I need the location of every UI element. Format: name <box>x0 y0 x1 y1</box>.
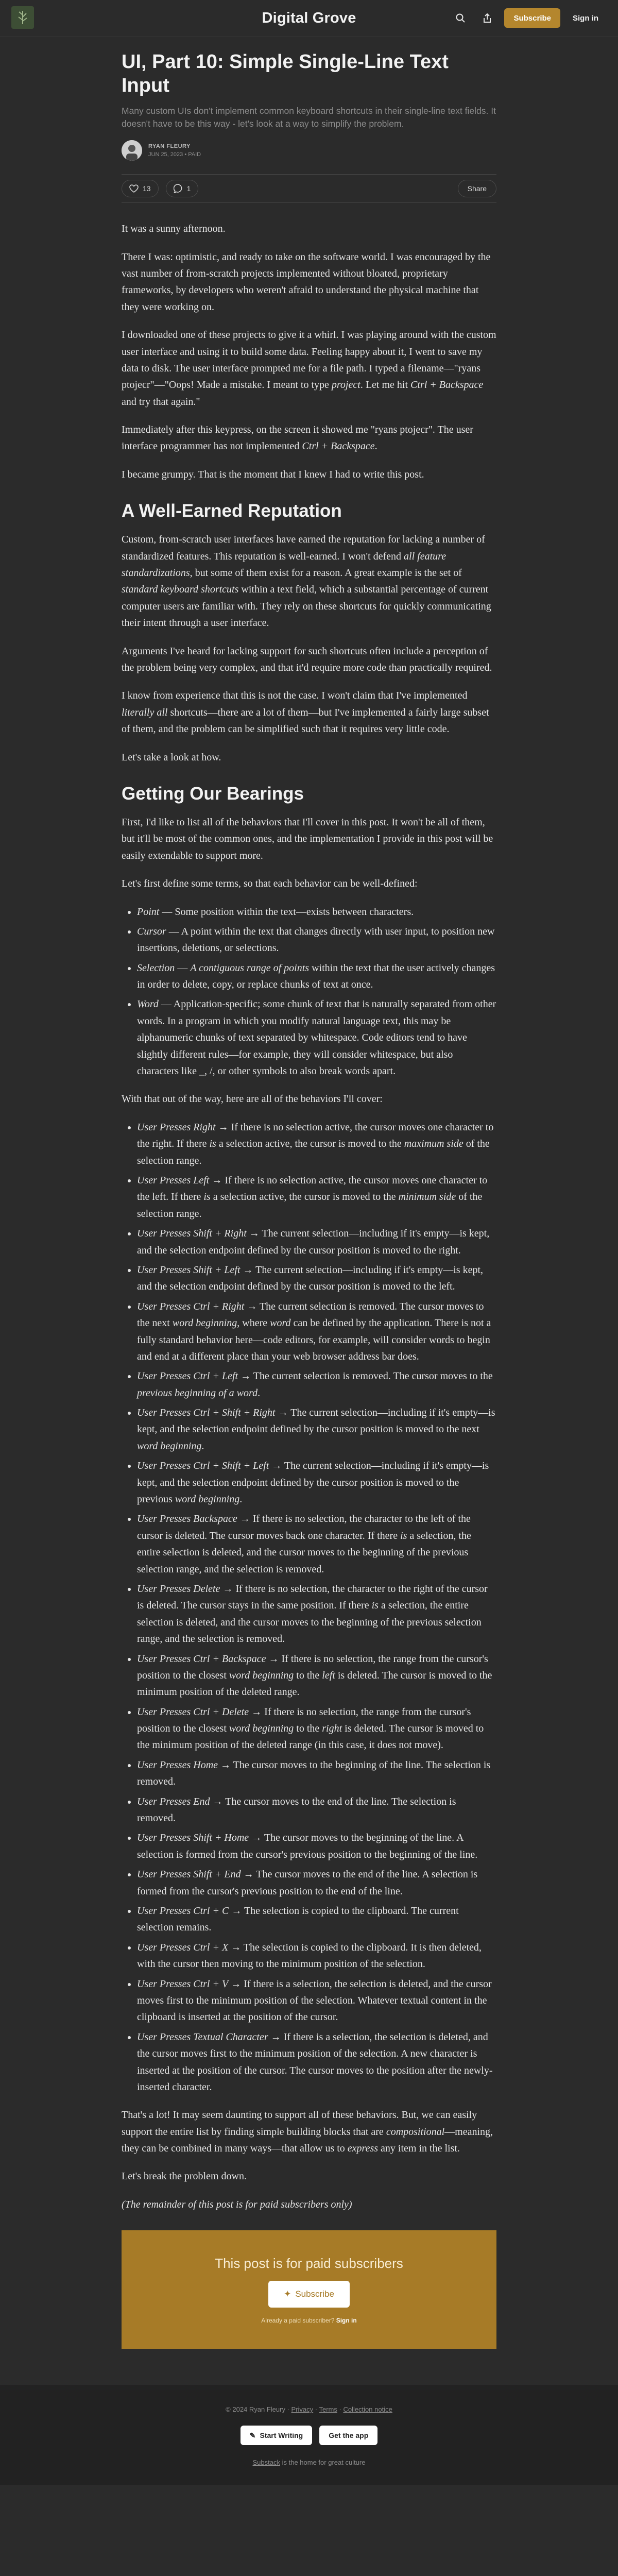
list-item: • User Presses Ctrl + Shift + Left → The current selection—including if it's empty—is kept, and the selection endpoint defined by the cursor position is moved to the previous word beginning. <box>137 1458 496 1507</box>
footer-tagline: Substack is the home for great culture <box>252 2459 366 2467</box>
paywall-title: This post is for paid subscribers <box>215 2255 403 2271</box>
post-meta: JUN 25, 2023 • PAID <box>148 151 201 158</box>
list-item: • User Presses Shift + Home → The cursor moves to the beginning of the line. A selection is formed from the cursor's previous position to the beginning of the line. <box>137 1829 496 1863</box>
heart-icon <box>129 184 139 193</box>
privacy-link[interactable]: Privacy <box>291 2405 314 2414</box>
like-count: 13 <box>143 184 151 193</box>
section-heading: A Well-Earned Reputation <box>122 501 342 521</box>
comments-button[interactable] <box>166 180 199 197</box>
paragraph: First, I'd like to list all of the behaviors that I'll cover in this post. It won't be all of them, but it'll be most of the common ones, and the implementation I provide in this post will be easily extendable to support more. <box>122 816 493 861</box>
list-item: • User Presses Home → The cursor moves to the beginning of the line. The selection is removed. <box>137 1757 496 1790</box>
paragraph: There I was: optimistic, and ready to take on the software world. I was encouraged by the vast number of from-scratch projects implemented without bloated, proprietary frameworks, by developers who weren't afraid to understand the physical machine that they were working on. <box>122 251 491 313</box>
top-bar <box>0 0 618 37</box>
section-heading: Getting Our Bearings <box>122 783 304 804</box>
list-item: • User Presses End → The cursor moves to the end of the line. The selection is removed. <box>137 1793 496 1827</box>
list-item: • Selection — A contiguous range of points within the text that the user actively changes in order to delete, copy, or replace chunks of text at once. <box>137 960 496 993</box>
paywall-subscribe-button[interactable]: ✦ Subscribe <box>268 2281 350 2308</box>
paragraph: I downloaded one of these projects to give it a whirl. I was playing around with the custom user interface and using it to build some data. Feeling happy about it, I went to save my data to disk. The user interface prompted me for a file path. I typed a filename—"ryans ptojecr"—"Oops! Made a mistake. I meant to type project. Let me hit Ctrl + Backspace and try that again." <box>122 329 496 408</box>
post-subtitle: Many custom UIs don't implement common keyboard shortcuts in their single-line text fields. It doesn't have to be this way - let's look at a way to simplify the problem. <box>122 106 496 129</box>
search-icon[interactable] <box>451 8 470 28</box>
collection-notice-link[interactable]: Collection notice <box>343 2405 392 2414</box>
post-body <box>122 221 496 2213</box>
pen-icon: ✎ <box>249 2431 256 2439</box>
share-button[interactable]: Share <box>458 180 496 197</box>
site-title[interactable]: Digital Grove <box>262 10 356 26</box>
list-item: • User Presses Ctrl + Delete → If there is no selection, the range from the cursor's position to the closest word beginning to the right is deleted. The cursor is moved to the minimum position of the deleted range (in this case, it does not move). <box>137 1704 496 1754</box>
site-logo[interactable] <box>11 6 34 29</box>
author-name[interactable]: RYAN FLEURY <box>148 143 191 150</box>
list-item: • User Presses Left → If there is no selection active, the cursor moves one character to the left. If there is a selection active, the cursor is moved to the minimum side of the selection range. <box>137 1172 496 1222</box>
list-item: • User Presses Ctrl + Right → The current selection is removed. The cursor moves to the next word beginning, where word can be defined by the application. There is not a fully standard behavior here—code editors, for example, will consider words to begin and end at a different place than your web browser address bar does. <box>137 1298 496 1365</box>
post-title: UI, Part 10: Simple Single-Line Text Input <box>122 51 449 96</box>
paragraph: Let's take a look at how. <box>122 751 221 763</box>
list-item: • Cursor — A point within the text that changes directly with user input, to position new insertions, deletions, or selections. <box>137 923 496 957</box>
paragraph: That's a lot! It may seem daunting to support all of these behaviors. But, we can easily support the entire list by finding simple building blocks that are compositional—meaning, they can be combined in many ways—that allow us to express any item in the list. <box>122 2109 493 2155</box>
paywall-box <box>122 2230 496 2349</box>
terms-link[interactable]: Terms <box>319 2405 337 2414</box>
subscribe-button[interactable]: Subscribe <box>504 8 560 28</box>
paragraph: Custom, from-scratch user interfaces have earned the reputation for lacking a number of standardized features. This reputation is well-earned. I won't defend all feature standardizations, but some of them exist for a reason. A great example is the set of standard keyboard shortcuts within a text field, which a substantial percentage of current computer users are familiar with. They rely on these shortcuts for quickly communicating their intent through a user interface. <box>122 534 491 629</box>
paragraph: I know from experience that this is not the case. I won't claim that I've implemented literally all shortcuts—there are a lot of them—but I've implemented a fairly large subset of them, and the problem can be simplified such that it requires very little code. <box>122 690 489 735</box>
start-writing-button[interactable]: ✎ Start Writing <box>241 2426 312 2445</box>
list-item: • Word — Application-specific; some chunk of text that is naturally separated from other words. In a program in which you modify natural language text, this may be alphanumeric chunks of text separated by whitespace. Code editors tend to have slightly different rules—for example, they will consider whitespace, but also characters like _, /, or other symbols to also break words apart. <box>137 996 496 1079</box>
list-item: • User Presses Right → If there is no selection active, the cursor moves one character to the right. If there is a selection active, the cursor is moved to the maximum side of the selection range. <box>137 1119 496 1169</box>
header-actions <box>451 8 604 28</box>
article <box>122 37 496 2349</box>
behaviors-list <box>122 1119 496 2095</box>
list-item: • User Presses Shift + Left → The current selection—including if it's empty—is kept, and the selection endpoint defined by the cursor position is moved to the left. <box>137 1262 496 1295</box>
share-icon[interactable] <box>477 8 497 28</box>
like-button[interactable] <box>122 180 159 197</box>
list-item: • User Presses Delete → If there is no selection, the character to the right of the cursor is deleted. The cursor stays in the same position. If there is a selection, the entire selection is deleted, and the cursor moves to the beginning of the previous selection range, and the selection is removed. <box>137 1581 496 1648</box>
signin-button[interactable]: Sign in <box>568 8 604 28</box>
terms-list <box>122 904 496 1080</box>
post-actions-bar <box>122 174 496 203</box>
paragraph: Let's break the problem down. <box>122 2171 247 2182</box>
paragraph: It was a sunny afternoon. <box>122 223 226 235</box>
paragraph: Let's first define some terms, so that each behavior can be well-defined: <box>122 878 418 890</box>
list-item: • User Presses Ctrl + Backspace → If there is no selection, the range from the cursor's position to the closest word beginning to the left is deleted. The cursor is moved to the minimum position of the deleted range. <box>137 1651 496 1701</box>
paragraph: Arguments I've heard for lacking support for such shortcuts often include a perception of the problem being very complex, and that it'd require more code than practically required. <box>122 645 492 673</box>
tree-logo-icon <box>15 9 30 26</box>
list-item: • User Presses Ctrl + C → The selection is copied to the clipboard. The current selection remains. <box>137 1903 496 1936</box>
list-item: • User Presses Backspace → If there is no selection, the character to the left of the cursor is deleted. The cursor moves back one character. If there is a selection, the entire selection is deleted, and the cursor moves to the beginning of the previous selection range, and the selection is removed. <box>137 1511 496 1578</box>
list-item: • User Presses Shift + Right → The current selection—including if it's empty—is kept, and the selection endpoint defined by the cursor position is moved to the right. <box>137 1225 496 1259</box>
paywall-notice: (The remainder of this post is for paid subscribers only) <box>122 2198 352 2210</box>
substack-link[interactable]: Substack <box>252 2459 280 2467</box>
comment-icon <box>174 184 183 193</box>
get-app-button[interactable]: Get the app <box>319 2426 377 2445</box>
star-icon: ✦ <box>284 2289 291 2299</box>
list-item: • User Presses Shift + End → The cursor moves to the end of the line. A selection is formed from the cursor's previous position to the end of the line. <box>137 1866 496 1900</box>
list-item: • User Presses Ctrl + Left → The current selection is removed. The cursor moves to the previous beginning of a word. <box>137 1368 496 1401</box>
paywall-footer: Already a paid subscriber? Sign in <box>261 2316 357 2324</box>
paywall-signin-link[interactable]: Sign in <box>336 2316 357 2324</box>
list-item: • User Presses Textual Character → If there is a selection, the selection is deleted, and the cursor moves first to the minimum position of the selection. A new character is inserted at the position of the cursor. The cursor moves to the position after the newly-inserted character. <box>137 2029 496 2096</box>
site-footer <box>0 2385 618 2485</box>
comment-count: 1 <box>186 184 191 193</box>
byline <box>122 140 496 161</box>
list-item: • Point — Some position within the text—exists between characters. <box>137 904 496 920</box>
footer-links: © 2024 Ryan Fleury · Privacy · Terms · Collection notice <box>226 2405 392 2414</box>
list-item: • User Presses Ctrl + Shift + Right → The current selection—including if it's empty—is kept, and the selection endpoint defined by the cursor position is moved to the next word beginning. <box>137 1404 496 1454</box>
paragraph: With that out of the way, here are all of the behaviors I'll cover: <box>122 1093 383 1105</box>
avatar[interactable] <box>122 140 142 161</box>
paragraph: Immediately after this keypress, on the screen it showed me "ryans ptojecr". The user interface programmer has not implemented Ctrl + Backspace. <box>122 424 473 452</box>
list-item: • User Presses Ctrl + V → If there is a selection, the selection is deleted, and the cursor moves first to the minimum position of the selection. Whatever textual content in the clipboard is inserted at the position of the cursor. <box>137 1976 496 2026</box>
list-item: • User Presses Ctrl + X → The selection is copied to the clipboard. It is then deleted, with the cursor then moving to the minimum position of the selection. <box>137 1939 496 1973</box>
paragraph: I became grumpy. That is the moment that I knew I had to write this post. <box>122 468 424 480</box>
